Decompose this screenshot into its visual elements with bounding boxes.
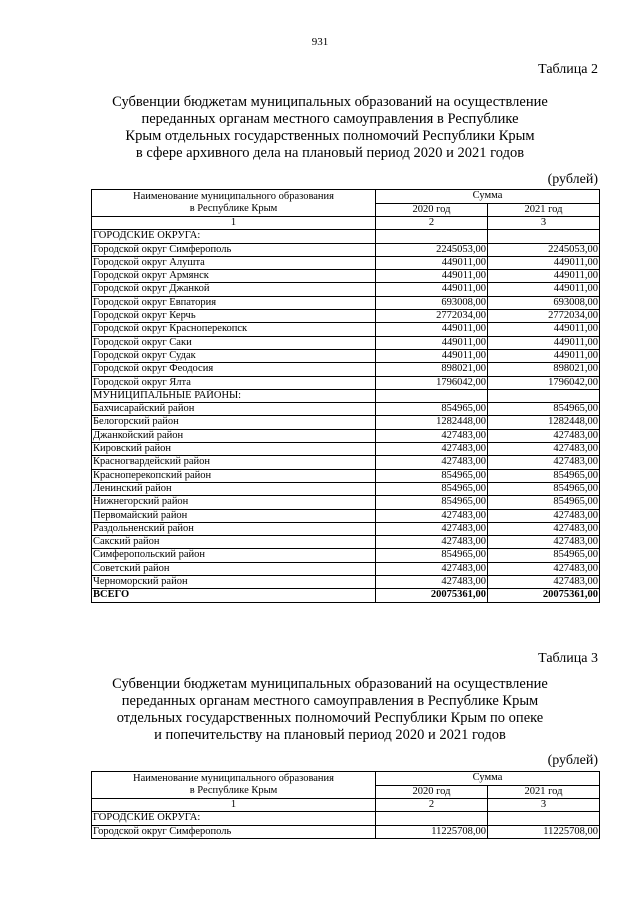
- row-value-2020-cell: 854965,00: [376, 549, 488, 562]
- row-value-2020-cell: 1796042,00: [376, 376, 488, 389]
- table-row: [92, 812, 600, 825]
- row-value-2020-cell: 854965,00: [376, 496, 488, 509]
- row-name-cell: Городской округ Симферополь: [92, 243, 376, 256]
- row-value-2021-cell: 449011,00: [488, 349, 600, 362]
- row-value-2021-cell: 427483,00: [488, 536, 600, 549]
- table3-units: (рублей): [547, 753, 598, 768]
- row-value-2021-cell: 854965,00: [488, 482, 600, 495]
- table2-title-line: Субвенции бюджетам муниципальных образований на осуществление: [112, 94, 548, 110]
- row-value-2021-cell: 2245053,00: [488, 243, 600, 256]
- table-row: [92, 456, 600, 469]
- row-value-2020-cell: [376, 812, 488, 825]
- row-value-2020-cell: 854965,00: [376, 469, 488, 482]
- table-row: [92, 310, 600, 323]
- row-value-2020-cell: 427483,00: [376, 522, 488, 535]
- table3-title-line: и попечительству на плановый период 2020 и 2021 годов: [154, 727, 506, 743]
- row-value-2020-cell: 427483,00: [376, 576, 488, 589]
- table2: [91, 189, 600, 603]
- column-number-2: 2: [376, 217, 488, 230]
- row-name-cell: Красноперекопский район: [92, 469, 376, 482]
- table-row: [92, 323, 600, 336]
- table-row: [92, 536, 600, 549]
- table-row: [92, 482, 600, 495]
- table-row: [92, 349, 600, 362]
- row-value-2020-cell: 449011,00: [376, 270, 488, 283]
- table-row: [92, 443, 600, 456]
- row-value-2021-cell: 854965,00: [488, 403, 600, 416]
- row-value-2021-cell: 693008,00: [488, 296, 600, 309]
- row-name-cell: Кировский район: [92, 443, 376, 456]
- table2-units: (рублей): [547, 172, 598, 187]
- row-name-cell: Городской округ Алушта: [92, 256, 376, 269]
- table-row: [92, 376, 600, 389]
- row-value-2020-cell: 427483,00: [376, 562, 488, 575]
- row-name-cell: Белогорский район: [92, 416, 376, 429]
- column-header-2021: 2021 год: [488, 203, 600, 217]
- row-name-cell: Городской округ Симферополь: [92, 825, 376, 838]
- table2-title: [60, 94, 600, 162]
- table2-title-line: переданных органам местного самоуправления в Республике: [141, 111, 519, 127]
- row-name-cell: Черноморский район: [92, 576, 376, 589]
- table-row: [92, 576, 600, 589]
- row-value-2020-cell: 427483,00: [376, 456, 488, 469]
- table-row: [92, 363, 600, 376]
- row-value-2021-cell: 427483,00: [488, 576, 600, 589]
- column-header-2021: 2021 год: [488, 785, 600, 799]
- column-number-3: 3: [488, 799, 600, 812]
- row-value-2020-cell: 427483,00: [376, 443, 488, 456]
- row-value-2020-cell: 854965,00: [376, 482, 488, 495]
- row-value-2020-cell: 854965,00: [376, 403, 488, 416]
- table-row: [92, 496, 600, 509]
- table3-title-line: переданных органам местного самоуправления в Республике Крым: [121, 693, 539, 709]
- row-value-2020-cell: 449011,00: [376, 349, 488, 362]
- row-value-2021-cell: 427483,00: [488, 522, 600, 535]
- row-value-2021-cell: 449011,00: [488, 283, 600, 296]
- row-value-2020-cell: 427483,00: [376, 536, 488, 549]
- row-name-cell: Городской округ Керчь: [92, 310, 376, 323]
- row-value-2021-cell: 854965,00: [488, 549, 600, 562]
- table2-title-line: в сфере архивного дела на плановый период 2020 и 2021 годов: [135, 145, 525, 161]
- row-value-2021-cell: 427483,00: [488, 509, 600, 522]
- column-header-sum: Сумма: [376, 772, 600, 786]
- row-name-cell: Первомайский район: [92, 509, 376, 522]
- row-name-cell: Городской округ Красноперекопск: [92, 323, 376, 336]
- row-value-2021-cell: 1796042,00: [488, 376, 600, 389]
- row-name-cell: Сакский район: [92, 536, 376, 549]
- table-row: [92, 283, 600, 296]
- table3-title-line: Субвенции бюджетам муниципальных образований на осуществление: [112, 676, 548, 692]
- row-name-cell: ГОРОДСКИЕ ОКРУГА:: [92, 230, 376, 243]
- row-name-cell: Джанкойский район: [92, 429, 376, 442]
- column-header-2020: 2020 год: [376, 203, 488, 217]
- row-value-2021-cell: 427483,00: [488, 429, 600, 442]
- column-header-name: Наименование муниципального образования в Республике Крым: [92, 190, 376, 217]
- row-value-2020-cell: 11225708,00: [376, 825, 488, 838]
- table-row: [92, 416, 600, 429]
- total-value-2020: 20075361,00: [376, 589, 488, 602]
- table-row: [92, 562, 600, 575]
- row-value-2020-cell: 898021,00: [376, 363, 488, 376]
- column-number-1: 1: [92, 799, 376, 812]
- row-value-2021-cell: 427483,00: [488, 443, 600, 456]
- row-value-2020-cell: 427483,00: [376, 509, 488, 522]
- row-value-2020-cell: 1282448,00: [376, 416, 488, 429]
- row-value-2020-cell: [376, 389, 488, 402]
- row-name-cell: Симферопольский район: [92, 549, 376, 562]
- row-name-cell: Раздольненский район: [92, 522, 376, 535]
- row-value-2020-cell: 2772034,00: [376, 310, 488, 323]
- table-row: [92, 429, 600, 442]
- row-value-2021-cell: 898021,00: [488, 363, 600, 376]
- row-value-2021-cell: 854965,00: [488, 496, 600, 509]
- table2-label: Таблица 2: [538, 62, 598, 77]
- row-name-cell: Городской округ Судак: [92, 349, 376, 362]
- table-row: [92, 522, 600, 535]
- row-name-cell: Нижнегорский район: [92, 496, 376, 509]
- row-value-2020-cell: [376, 230, 488, 243]
- table-row: [92, 296, 600, 309]
- column-number-3: 3: [488, 217, 600, 230]
- table2-title-line: Крым отдельных государственных полномочий Республики Крым: [125, 128, 535, 144]
- row-name-cell: Советский район: [92, 562, 376, 575]
- row-name-cell: Городской округ Ялта: [92, 376, 376, 389]
- row-value-2021-cell: 427483,00: [488, 562, 600, 575]
- row-value-2021-cell: [488, 230, 600, 243]
- table3-title: [60, 676, 600, 744]
- table-row: [92, 825, 600, 838]
- row-value-2020-cell: 693008,00: [376, 296, 488, 309]
- row-name-cell: ГОРОДСКИЕ ОКРУГА:: [92, 812, 376, 825]
- total-row: [92, 589, 600, 602]
- row-value-2020-cell: 427483,00: [376, 429, 488, 442]
- table-row: [92, 230, 600, 243]
- row-value-2020-cell: 449011,00: [376, 283, 488, 296]
- table3-label: Таблица 3: [538, 651, 598, 666]
- column-number-1: 1: [92, 217, 376, 230]
- row-value-2021-cell: [488, 389, 600, 402]
- column-number-2: 2: [376, 799, 488, 812]
- row-value-2021-cell: 427483,00: [488, 456, 600, 469]
- table-row: [92, 243, 600, 256]
- row-value-2020-cell: 449011,00: [376, 323, 488, 336]
- row-name-cell: Городской округ Армянск: [92, 270, 376, 283]
- row-value-2021-cell: 449011,00: [488, 323, 600, 336]
- row-value-2021-cell: 449011,00: [488, 336, 600, 349]
- total-value-2021: 20075361,00: [488, 589, 600, 602]
- table3-title-line: отдельных государственных полномочий Республики Крым по опеке: [116, 710, 544, 726]
- table3: [91, 771, 600, 839]
- row-value-2021-cell: [488, 812, 600, 825]
- row-value-2021-cell: 449011,00: [488, 256, 600, 269]
- row-value-2021-cell: 1282448,00: [488, 416, 600, 429]
- row-name-cell: Городской округ Джанкой: [92, 283, 376, 296]
- table-row: [92, 469, 600, 482]
- row-name-cell: Городской округ Саки: [92, 336, 376, 349]
- table-row: [92, 270, 600, 283]
- row-name-cell: Ленинский район: [92, 482, 376, 495]
- row-value-2020-cell: 449011,00: [376, 256, 488, 269]
- row-value-2020-cell: 2245053,00: [376, 243, 488, 256]
- row-value-2021-cell: 854965,00: [488, 469, 600, 482]
- table-row: [92, 256, 600, 269]
- table-row: [92, 336, 600, 349]
- table-row: [92, 509, 600, 522]
- column-header-2020: 2020 год: [376, 785, 488, 799]
- row-name-cell: Городской округ Феодосия: [92, 363, 376, 376]
- column-header-name: Наименование муниципального образования в Республике Крым: [92, 772, 376, 799]
- column-header-sum: Сумма: [376, 190, 600, 204]
- table-row: [92, 389, 600, 402]
- row-name-cell: Бахчисарайский район: [92, 403, 376, 416]
- page-number: 931: [311, 36, 329, 48]
- table-row: [92, 403, 600, 416]
- total-label: ВСЕГО: [92, 589, 376, 602]
- row-name-cell: Городской округ Евпатория: [92, 296, 376, 309]
- row-value-2021-cell: 2772034,00: [488, 310, 600, 323]
- table-row: [92, 549, 600, 562]
- row-value-2021-cell: 11225708,00: [488, 825, 600, 838]
- row-value-2020-cell: 449011,00: [376, 336, 488, 349]
- row-value-2021-cell: 449011,00: [488, 270, 600, 283]
- row-name-cell: Красногвардейский район: [92, 456, 376, 469]
- row-name-cell: МУНИЦИПАЛЬНЫЕ РАЙОНЫ:: [92, 389, 376, 402]
